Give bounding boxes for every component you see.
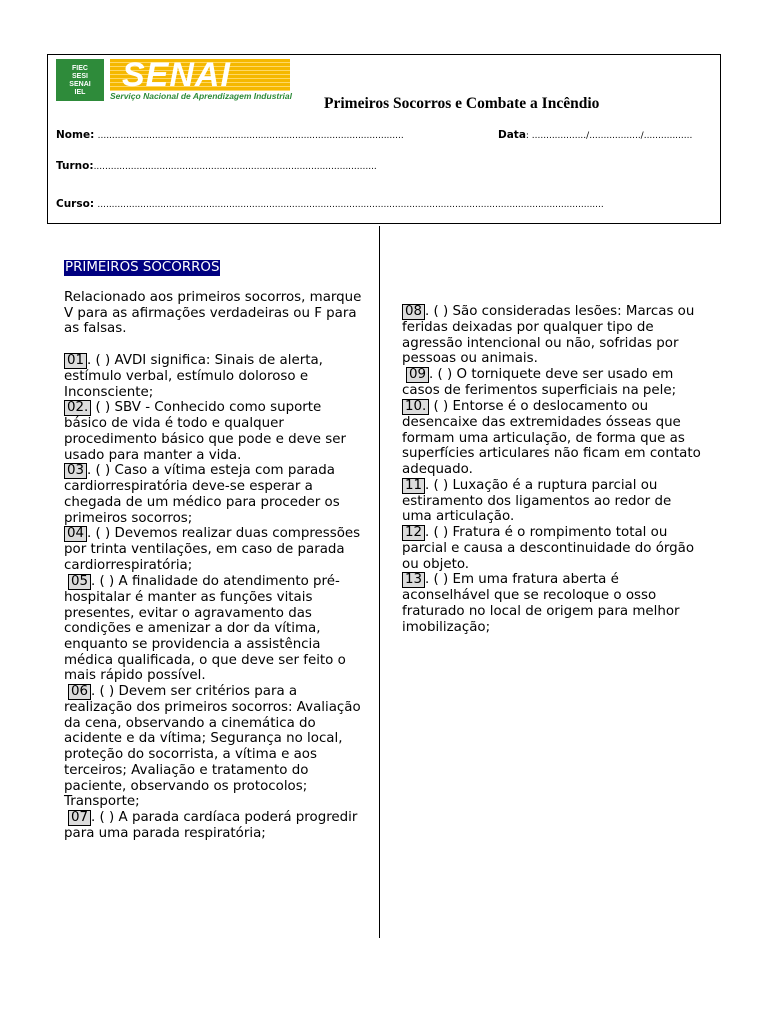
question-09 xyxy=(402,367,702,399)
question-04 xyxy=(64,526,364,573)
date-dots: : .................../................../................. xyxy=(525,131,693,141)
question-number: 12 xyxy=(402,525,425,541)
question-text: . ( ) Devemos realizar duas compressões por trinta ventilações, em caso de parada cardiorrespiratória; xyxy=(64,526,361,574)
question-number: 02. xyxy=(64,400,91,416)
question-number: 08 xyxy=(402,304,425,320)
question-text: . ( ) O torniquete deve ser usado em casos de ferimentos superficiais na pele; xyxy=(402,367,677,399)
turno-dots: ................................................................................................... xyxy=(93,162,377,172)
question-text: . ( ) AVDI significa: Sinais de alerta, estímulo verbal, estímulo doloroso e Inconsciente; xyxy=(64,352,323,400)
logo-tag: FIEC SESI SENAI IEL xyxy=(56,59,104,101)
header-box xyxy=(47,54,721,224)
question-text: . ( ) Caso a vítima esteja com parada cardiorrespiratória deve-se esperar a chegada de um médico para proceder os primeiros socorros; xyxy=(64,463,340,526)
question-03 xyxy=(64,463,364,526)
question-text: ( ) Entorse é o deslocamento ou desencaixe das extremidades ósseas que formam uma articulação, de forma que as superfícies articulares não ficam em contato adequado. xyxy=(402,398,701,477)
question-text: . ( ) A parada cardíaca poderá progredir para uma parada respiratória; xyxy=(64,809,358,841)
question-number: 04 xyxy=(64,526,87,542)
date-label: Data xyxy=(498,129,526,141)
question-10 xyxy=(402,399,702,478)
instructions: Relacionado aos primeiros socorros, marque V para as afirmações verdadeiras ou F para as falsas. xyxy=(64,290,362,337)
logo-wordmark-box xyxy=(110,59,290,91)
question-07 xyxy=(64,810,364,842)
question-05 xyxy=(64,574,364,684)
curso-dots: ................................................................................................................................................................................. xyxy=(97,200,604,210)
question-11 xyxy=(402,478,702,525)
question-06 xyxy=(64,684,364,810)
question-text: . ( ) Luxação é a ruptura parcial ou estiramento dos ligamentos ao redor de uma articulação. xyxy=(402,477,672,525)
question-text: . ( ) Em uma fratura aberta é aconselhável que se recoloque o osso fraturado no local de origem para melhor imobilização; xyxy=(402,572,680,635)
name-label: Nome: xyxy=(56,129,95,141)
question-02 xyxy=(64,400,364,463)
question-text: . ( ) A finalidade do atendimento pré-hospitalar é manter as funções vitais presentes, evitar o agravamento das condições e amenizar a dor da vítima, enquanto se providencia a assistência médica qualificada, o que deve ser feito o mais rápido possível. xyxy=(64,573,346,684)
name-dots: ........................................................................................................... xyxy=(97,131,404,141)
document-title: Primeiros Socorros e Combate a Incêndio xyxy=(324,95,600,112)
name-field[interactable] xyxy=(56,129,404,141)
question-text: . ( ) Devem ser critérios para a realização dos primeiros socorros: Avaliação da cena, observando a cinemática do acidente e da vítima; Segurança no local, proteção do socorrista, a vítima e aos terceiros; Avaliação e tratamento do paciente, observando os protocolos; Transporte; xyxy=(64,684,361,810)
question-number: 05 xyxy=(68,574,91,590)
left-column xyxy=(64,260,364,842)
question-01 xyxy=(64,353,364,400)
logo-subtitle: Serviço Nacional de Aprendizagem Industrial xyxy=(110,91,293,101)
senai-logo xyxy=(56,59,293,101)
question-number: 13 xyxy=(402,572,425,588)
question-number: 10. xyxy=(402,399,429,415)
question-13 xyxy=(402,572,702,635)
curso-field[interactable] xyxy=(56,198,604,210)
curso-label: Curso: xyxy=(56,198,95,210)
column-divider xyxy=(379,226,380,938)
section-title: PRIMEIROS SOCORROS xyxy=(65,260,220,275)
date-field[interactable] xyxy=(498,129,692,141)
turno-label: Turno: xyxy=(56,160,94,172)
question-number: 09 xyxy=(406,367,429,383)
question-number: 07 xyxy=(68,810,91,826)
turno-field[interactable] xyxy=(56,160,377,172)
question-08 xyxy=(402,304,702,367)
question-number: 11 xyxy=(402,478,425,494)
question-number: 06 xyxy=(68,684,91,700)
question-number: 03 xyxy=(64,463,87,479)
logo-wordmark: SENAI xyxy=(122,59,231,91)
question-text: . ( ) São consideradas lesões: Marcas ou feridas deixadas por qualquer tipo de agressão intencional ou não, sofridas por pessoas ou animais. xyxy=(402,304,695,367)
right-column xyxy=(402,304,702,636)
question-number: 01 xyxy=(64,353,87,369)
question-text: . ( ) Fratura é o rompimento total ou parcial e causa a descontinuidade do órgão ou objeto. xyxy=(402,525,695,572)
question-text: ( ) SBV - Conhecido como suporte básico de vida é todo e qualquer procedimento básico que pode e deve ser usado para manter a vida. xyxy=(64,400,346,463)
question-12 xyxy=(402,525,702,572)
